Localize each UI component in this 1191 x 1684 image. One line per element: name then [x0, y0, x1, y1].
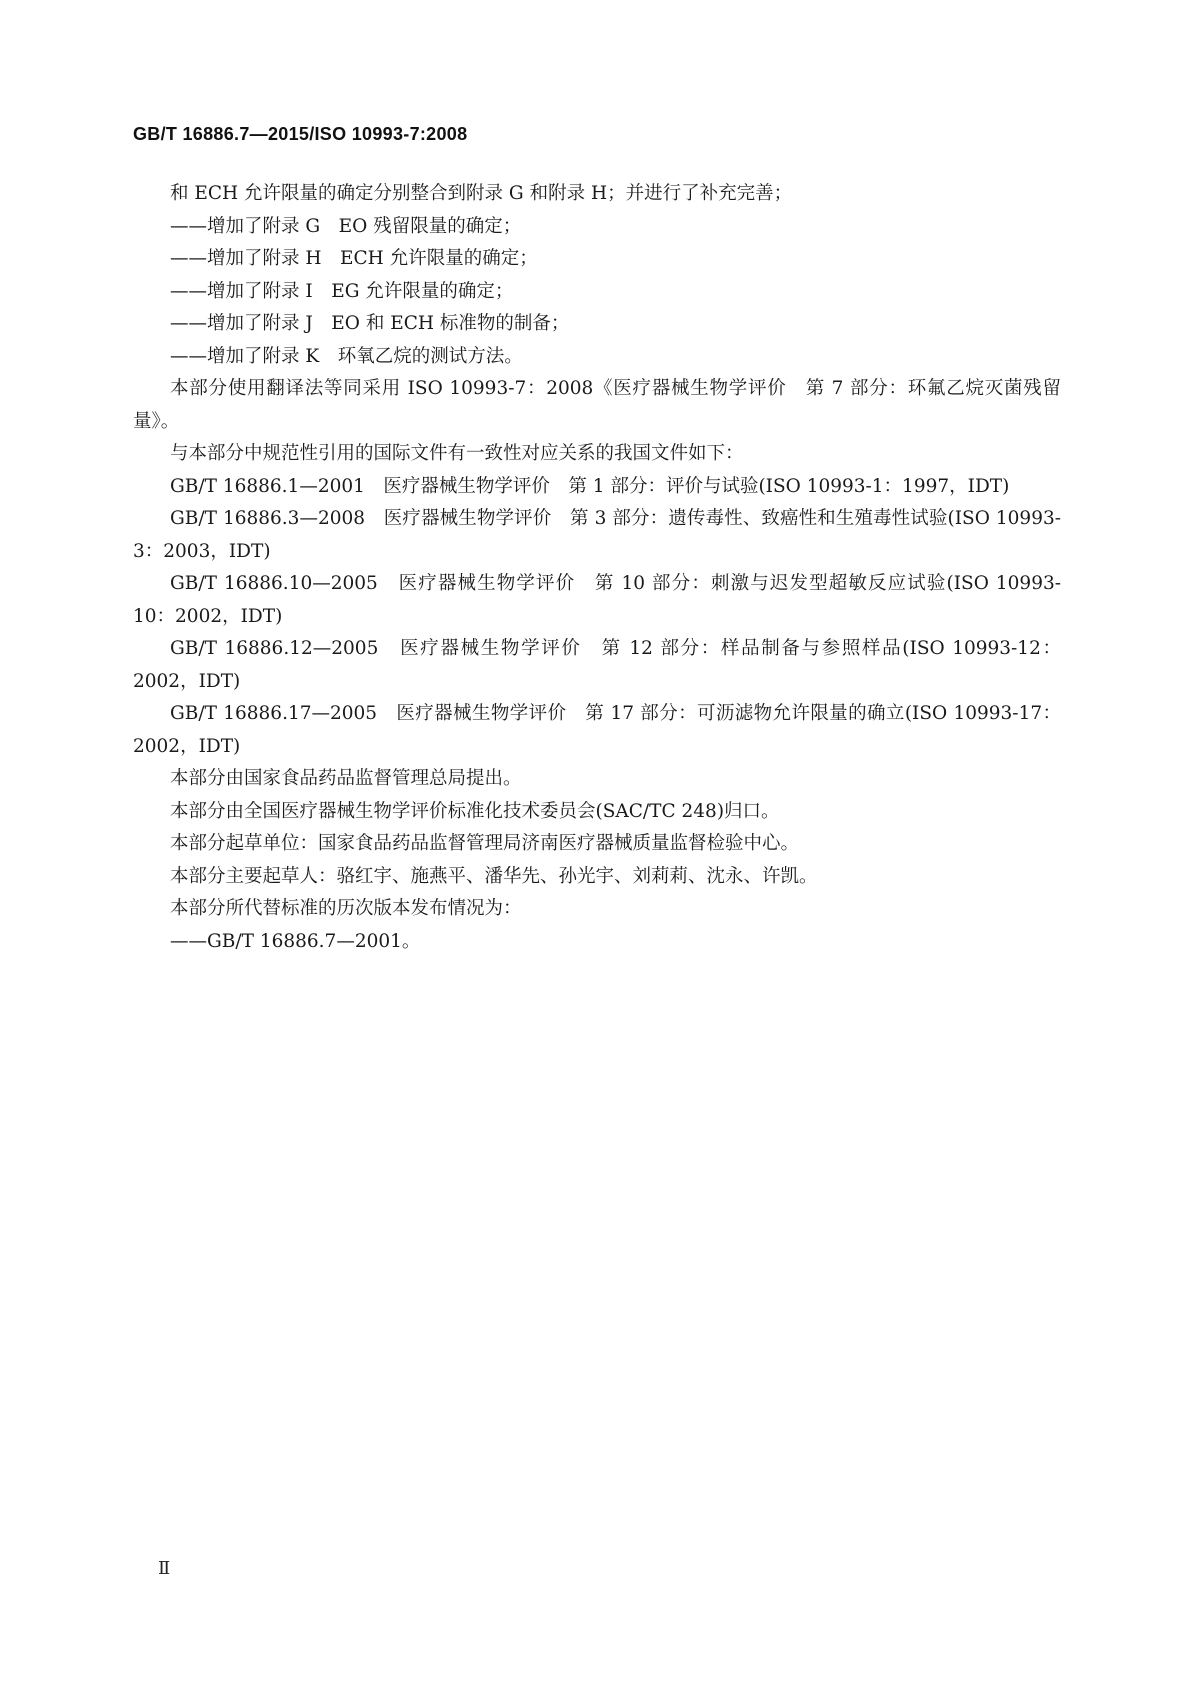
- page-number: Ⅱ: [158, 1558, 171, 1579]
- document-body: [133, 178, 1061, 958]
- standard-code-header: GB/T 16886.7—2015/ISO 10993-7:2008: [133, 124, 468, 144]
- paragraph-centralized-by: 本部分由全国医疗器械生物学评价标准化技术委员会(SAC/TC 248)归口。: [170, 800, 780, 822]
- list-item-annex-i: ——增加了附录 I EG 允许限量的确定；: [170, 280, 514, 302]
- reference-gbt-16886-3: GB/T 16886.3—2008 医疗器械生物学评价 第 3 部分：遗传毒性、致癌性和生殖毒性试验(ISO 10993-3：2003，IDT): [133, 508, 1061, 562]
- list-item-annex-j: ——增加了附录 J EO 和 ECH 标准物的制备；: [170, 313, 570, 334]
- paragraph-drafting-unit: 本部分起草单位：国家食品药品监督管理局济南医疗器械质量监督检验中心。: [170, 833, 800, 854]
- reference-gbt-16886-10: GB/T 16886.10—2005 医疗器械生物学评价 第 10 部分：刺激与迟发型超敏反应试验(ISO 10993-10：2002，IDT): [133, 573, 1061, 627]
- paragraph-corresponding-documents: 与本部分中规范性引用的国际文件有一致性对应关系的我国文件如下：: [170, 443, 744, 464]
- paragraph-previous-versions: 本部分所代替标准的历次版本发布情况为：: [170, 898, 522, 919]
- paragraph-main-drafters: 本部分主要起草人：骆红宇、施燕平、潘华先、孙光宇、刘莉莉、沈永、许凯。: [170, 865, 818, 887]
- list-item-annex-k: ——增加了附录 K 环氧乙烷的测试方法。: [170, 345, 523, 367]
- paragraph-proposed-by: 本部分由国家食品药品监督管理总局提出。: [170, 768, 522, 789]
- list-item-annex-h: ——增加了附录 H ECH 允许限量的确定；: [170, 248, 538, 269]
- paragraph-continuation: 和 ECH 允许限量的确定分别整合到附录 G 和附录 H；并进行了补充完善；: [170, 183, 793, 204]
- reference-gbt-16886-17: GB/T 16886.17—2005 医疗器械生物学评价 第 17 部分：可沥滤物允许限量的确立(ISO 10993-17：2002，IDT): [133, 703, 1061, 757]
- list-item-annex-g: ——增加了附录 G EO 残留限量的确定；: [170, 215, 522, 237]
- list-item-previous-version: ——GB/T 16886.7—2001。: [170, 930, 421, 952]
- reference-gbt-16886-12: GB/T 16886.12—2005 医疗器械生物学评价 第 12 部分：样品制备与参照样品(ISO 10993-12：2002，IDT): [133, 638, 1061, 692]
- paragraph-translation-method: 本部分使用翻译法等同采用 ISO 10993-7：2008《医疗器械生物学评价 第 7 部分：环氟乙烷灭菌残留量》。: [133, 378, 1061, 432]
- reference-gbt-16886-1: GB/T 16886.1—2001 医疗器械生物学评价 第 1 部分：评价与试验(ISO 10993-1：1997，IDT): [170, 475, 1010, 497]
